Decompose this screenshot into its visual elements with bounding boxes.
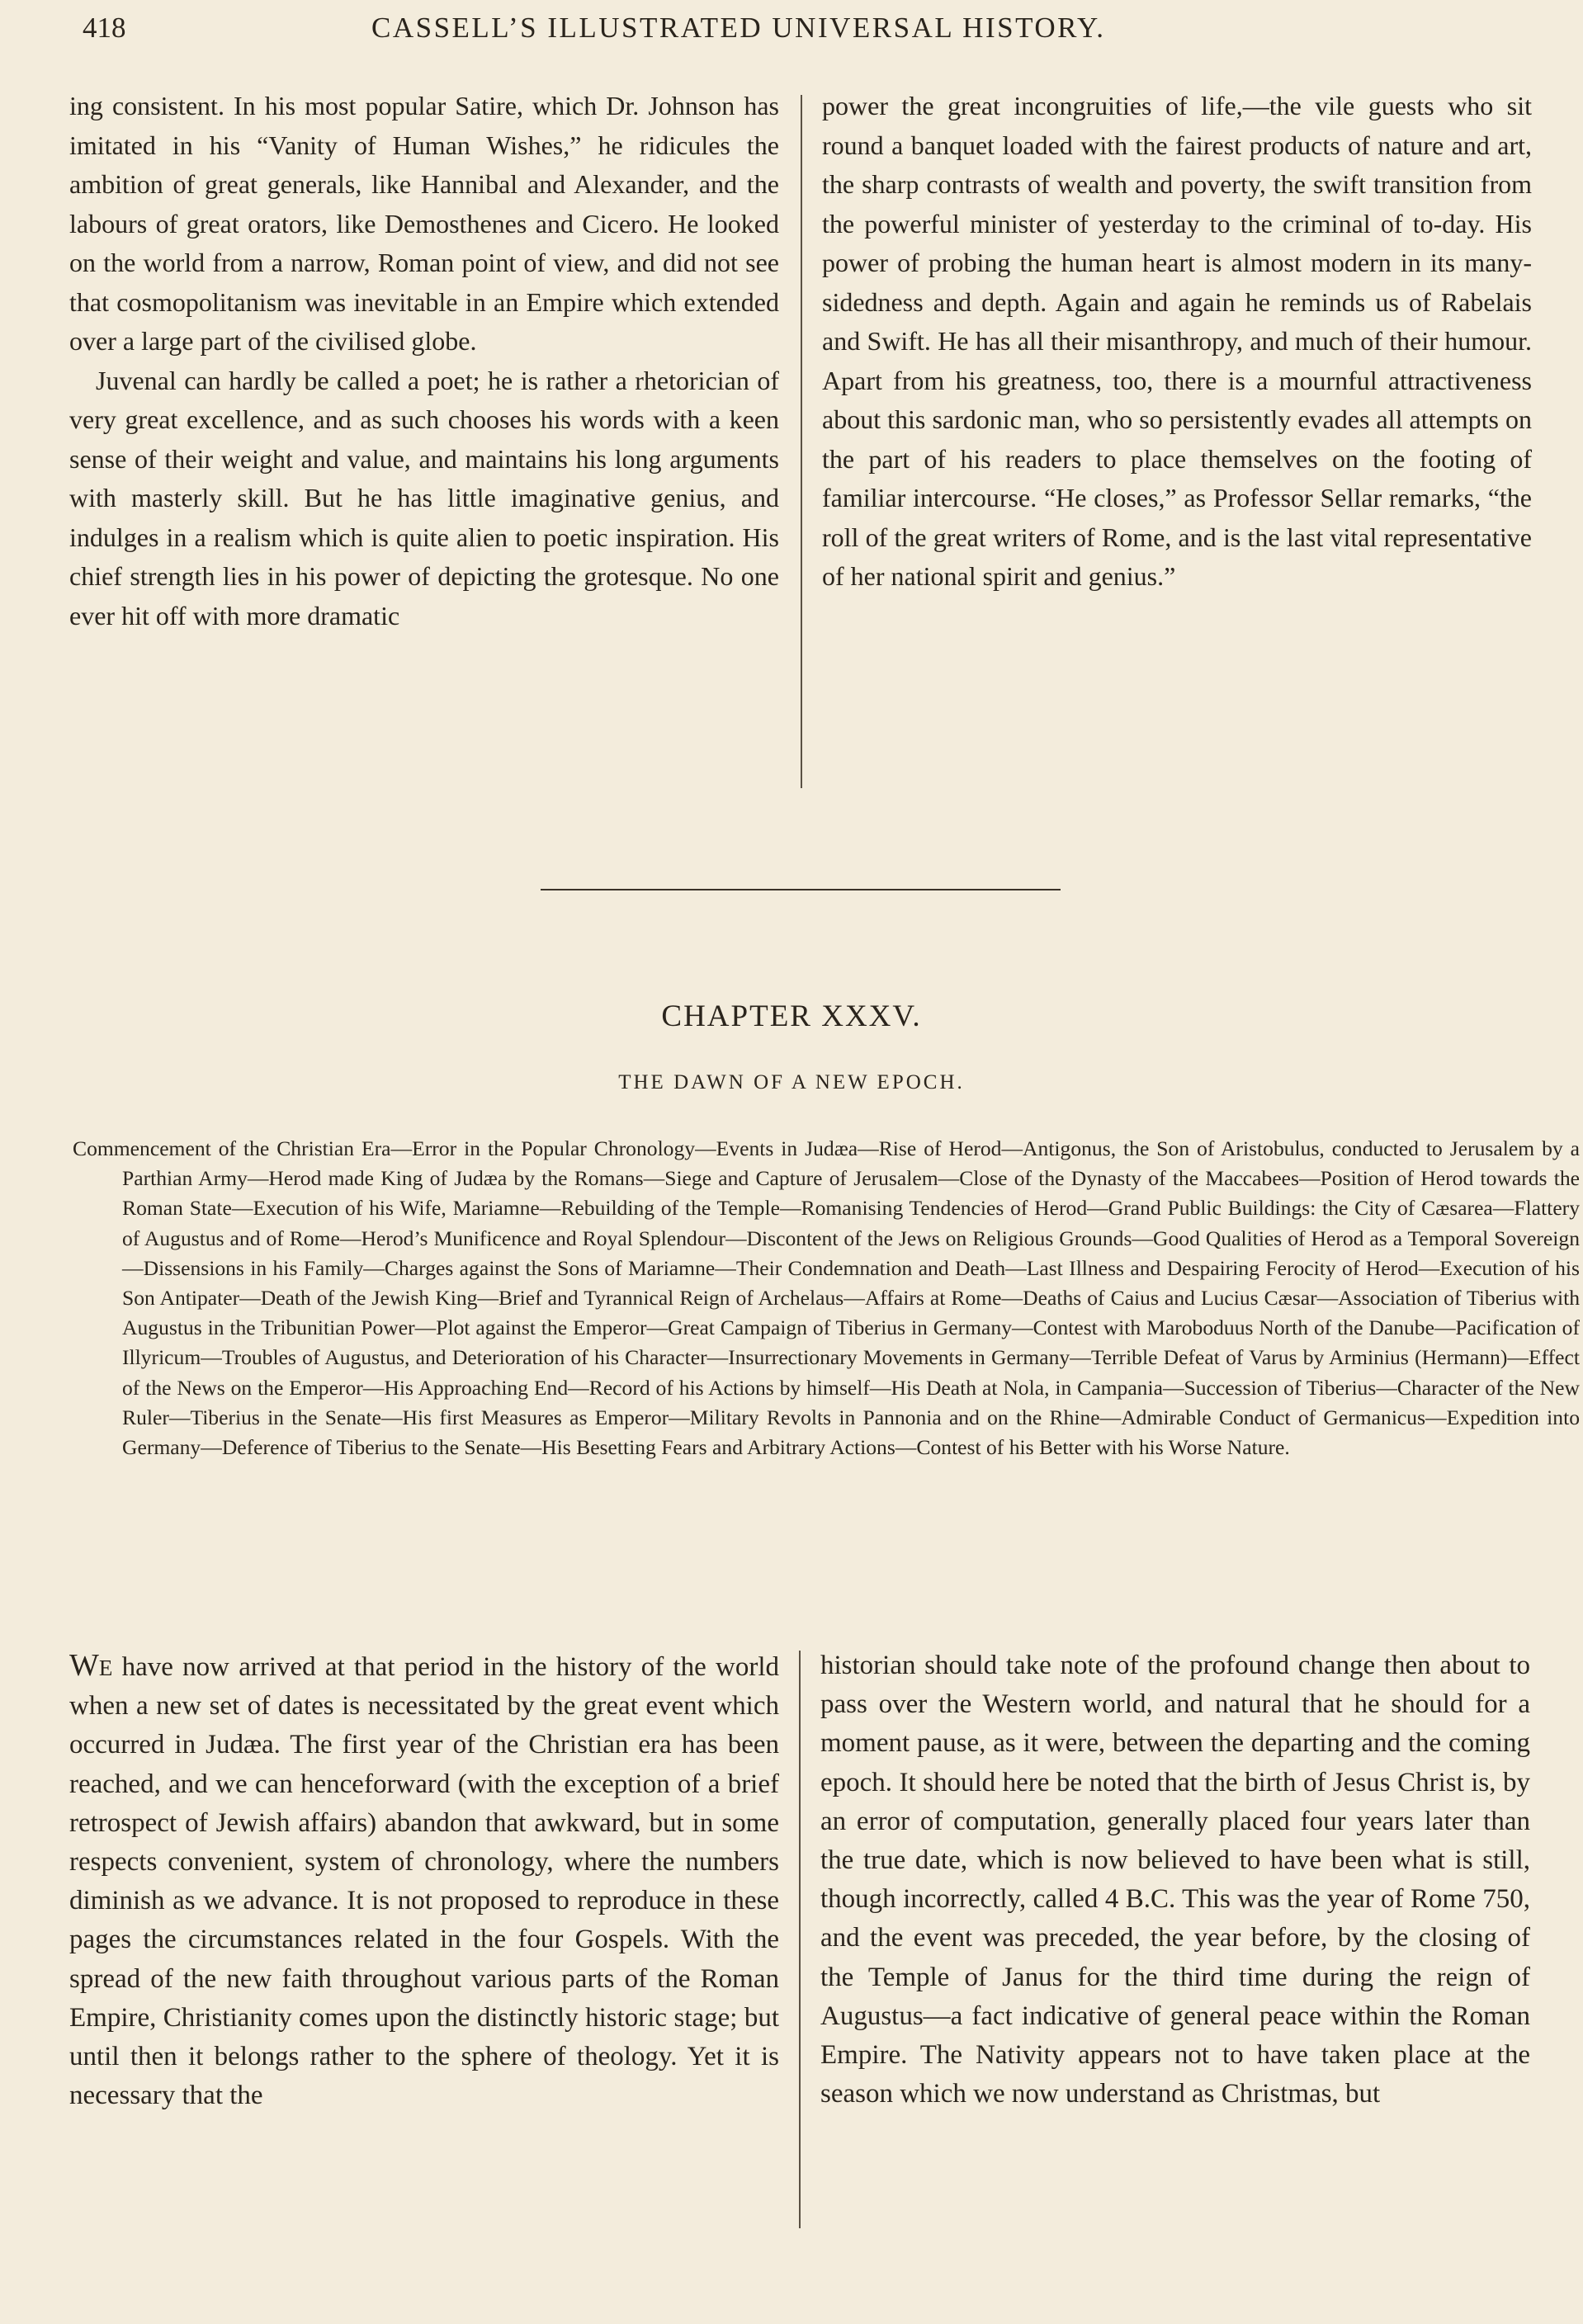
column-divider bbox=[801, 95, 802, 788]
paragraph-text: have now arrived at that period in the history of the world when a new set of dates is necessitated by the great event which occurred in Judæa. The first year of the Christian era has been reached, and we can henceforward (with the exception of a brief retrospect of Jewish affairs) abandon that awkward, but in some respects convenient, system of chronology, where the numbers diminish as we advance. It is not proposed to reproduce in these pages the circumstances related in the four Gospels. With the spread of the new faith throughout various parts of the Roman Empire, Christianity comes upon the distinctly historic stage; but until then it belongs rather to the sphere of theology. Yet it is necessary that the bbox=[69, 1652, 779, 2111]
opening-word: We bbox=[69, 1648, 113, 1683]
running-title: CASSELL’S ILLUSTRATED UNIVERSAL HISTORY. bbox=[371, 12, 1106, 44]
chapter-subtitle: THE DAWN OF A NEW EPOCH. bbox=[618, 1071, 965, 1094]
top-left-column bbox=[69, 87, 779, 635]
paragraph: historian should take note of the profound change then about to pass over the Western world, and natural that he should for a moment pause, as it were, between the departing and the coming epoch. It should here be noted that the birth of Jesus Christ is, by an error of computation, generally placed four years later than the true date, which is now believed to have been what is still, though incorrectly, called 4 B.C. This was the year of Rome 750, and the event was preceded, the year before, by the closing of the Temple of Janus for the third time during the reign of Augustus—a fact indicative of general peace within the Roman Empire. The Nativity appears not to have taken place at the season which we now understand as Christmas, but bbox=[820, 1651, 1530, 2109]
paragraph bbox=[69, 1646, 779, 2115]
chapter-synopsis: Commencement of the Christian Era—Error in the Popular Chronology—Events in Judæa—Rise of Herod—Antigonus, the Son of Aristobulus, conducted to Jerusalem by a Parthian Army—Herod made King of Judæa by the Romans—Siege and Capture of Jerusalem—Close of the Dynasty of the Maccabees—Position of Herod towards the Roman State—Execution of his Wife, Mariamne—Rebuilding of the Temple—Romanising Tendencies of Herod—Grand Public Buildings: the City of Cæsarea—Flattery of Augustus and of Rome—Herod’s Munificence and Royal Splendour—Discontent of the Jews on Religious Grounds—Good Qualities of Herod as a Temporal Sovereign—Dissensions in his Family—Charges against the Sons of Mariamne—Their Condemnation and Death—Last Illness and Despairing Ferocity of Herod—Execution of his Son Antipater—Death of the Jewish King—Brief and Tyrannical Reign of Archelaus—Affairs at Rome—Deaths of Caius and Lucius Cæsar—Association of Tiberius with Augustus in the Tribunitian Power—Plot against the Emperor—Great Campaign of Tiberius in Germany—Contest with Maroboduus North of the Danube—Pacification of Illyricum—Troubles of Augustus, and Deterioration of his Character—Insurrectionary Movements in Germany—Terrible Defeat of Varus by Arminius (Hermann)—Effect of the News on the Emperor—His Approaching End—Record of his Actions by himself—His Death at Nola, in Campania—Succession of Tiberius—Character of the New Ruler—Tiberius in the Senate—His first Measures as Emperor—Military Revolts in Pannonia and on the Rhine—Admirable Conduct of Germanicus—Expedition into Germany—Deference of Tiberius to the Senate—His Besetting Fears and Arbitrary Actions—Contest of his Better with his Worse Nature. bbox=[73, 1136, 1580, 1460]
bottom-right-column bbox=[820, 1646, 1530, 2114]
running-head bbox=[83, 12, 1255, 53]
chapter-title: CHAPTER XXXV. bbox=[661, 999, 922, 1033]
paragraph: ing consistent. In his most popular Satire, which Dr. Johnson has imitated in his “Vanity of Human Wishes,” he ridicules the ambition of great generals, like Hannibal and Alexander, and the labours of great orators, like Demosthenes and Cicero. He looked on the world from a narrow, Roman point of view, and did not see that cosmopolitanism was inevitable in an Empire which extended over a large part of the civilised globe. bbox=[69, 91, 779, 356]
top-right-column bbox=[822, 87, 1532, 597]
page-number: 418 bbox=[83, 12, 126, 44]
bottom-left-column bbox=[69, 1646, 779, 2115]
paragraph: Juvenal can hardly be called a poet; he is rather a rhetorician of very great excellence, and as such chooses his words with a keen sense of their weight and value, and maintains his long arguments with masterly skill. But he has little imaginative genius, and indulges in a realism which is quite alien to poetic inspiration. His chief strength lies in his power of depicting the grotesque. No one ever hit off with more dramatic bbox=[69, 365, 779, 631]
chapter-divider bbox=[541, 889, 1061, 890]
column-divider bbox=[799, 1651, 801, 2228]
paragraph: power the great incongruities of life,—the vile guests who sit round a banquet loaded with the fairest products of nature and art, the sharp contrasts of wealth and poverty, the swift transition from the powerful minister of yesterday to the criminal of to-day. His power of probing the human heart is almost modern in its many-sidedness and depth. Again and again he reminds us of Rabelais and Swift. He has all their misanthropy, and much of their humour. Apart from his greatness, too, there is a mournful attractiveness about this sardonic man, who so persistently evades all attempts on the part of his readers to place themselves on the footing of familiar intercourse. “He closes,” as Professor Sellar remarks, “the roll of the great writers of Rome, and is the last vital representative of her national spirit and genius.” bbox=[822, 91, 1532, 591]
